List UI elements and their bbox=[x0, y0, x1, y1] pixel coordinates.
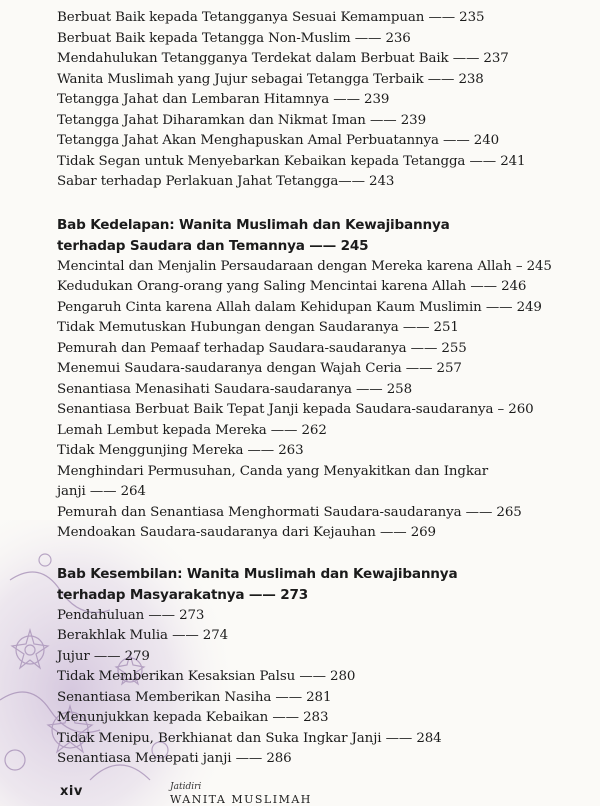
toc-entry: Tidak Segan untuk Menyebarkan Kebaikan kepada Tetangga —— 241 bbox=[57, 153, 526, 169]
section-spacer bbox=[57, 193, 587, 215]
chapter-heading: Bab Kedelapan: Wanita Muslimah dan Kewajibannya bbox=[57, 216, 450, 233]
toc-entry: Pendahuluan —— 273 bbox=[57, 607, 205, 623]
toc-entry: Senantiasa Menepati janji —— 286 bbox=[57, 751, 292, 766]
toc-entry: Pemurah dan Pemaaf terhadap Saudara-saudaranya —— 255 bbox=[57, 340, 467, 356]
table-of-contents bbox=[57, 8, 587, 770]
toc-entry: Tetangga Jahat Akan Menghapuskan Amal Perbuatannya —— 240 bbox=[57, 133, 500, 148]
page-footer bbox=[60, 784, 460, 806]
chapter-heading: Bab Kesembilan: Wanita Muslimah dan Kewajibannya bbox=[57, 565, 458, 582]
toc-entry: Wanita Muslimah yang Jujur sebagai Tetangga Terbaik —— 238 bbox=[57, 71, 484, 87]
toc-entry: Tidak Memberikan Kesaksian Palsu —— 280 bbox=[57, 669, 356, 684]
toc-entry: Senantiasa Memberikan Nasiha —— 281 bbox=[57, 689, 332, 705]
chapter-heading: terhadap Masyarakatnya —— 273 bbox=[57, 586, 308, 603]
toc-entry: Lemah Lembut kepada Mereka —— 262 bbox=[57, 422, 327, 438]
toc-entry: Sabar terhadap Perlakuan Jahat Tetangga—— 243 bbox=[57, 174, 395, 189]
toc-entry: Menemui Saudara-saudaranya dengan Wajah Ceria —— 257 bbox=[57, 361, 462, 376]
toc-entry: Kedudukan Orang-orang yang Saling Mencintai karena Allah —— 246 bbox=[57, 279, 527, 294]
toc-entry: Berakhlak Mulia —— 274 bbox=[57, 628, 229, 643]
book-title-small: Jatidiri bbox=[170, 782, 202, 792]
section-spacer bbox=[57, 544, 587, 564]
toc-entry: Berbuat Baik kepada Tetangganya Sesuai Kemampuan —— 235 bbox=[57, 10, 485, 25]
toc-entry: Mencintal dan Menjalin Persaudaraan dengan Mereka karena Allah – 245 bbox=[57, 258, 552, 274]
toc-entry: Mendahulukan Tetangganya Terdekat dalam Berbuat Baik —— 237 bbox=[57, 51, 509, 66]
toc-entry: Senantiasa Berbuat Baik Tepat Janji kepada Saudara-saudaranya – 260 bbox=[57, 402, 534, 417]
section-bab-kesembilan bbox=[57, 564, 587, 770]
toc-entry: Mendoakan Saudara-saudaranya dari Kejauhan —— 269 bbox=[57, 525, 436, 540]
chapter-heading: terhadap Saudara dan Temannya —— 245 bbox=[57, 237, 369, 254]
toc-entry: Pemurah dan Senantiasa Menghormati Saudara-saudaranya —— 265 bbox=[57, 504, 522, 520]
section-bab-kedelapan bbox=[57, 215, 587, 544]
book-title: WANITA MUSLIMAH bbox=[170, 793, 312, 806]
toc-entry: Tetangga Jahat dan Lembaran Hitamnya —— 239 bbox=[57, 92, 390, 107]
toc-entry: Tidak Menggunjing Mereka —— 263 bbox=[57, 443, 304, 458]
toc-entry: Menghindari Permusuhan, Canda yang Menyakitkan dan Ingkar bbox=[57, 463, 489, 479]
toc-entry: Pengaruh Cinta karena Allah dalam Kehidupan Kaum Muslimin —— 249 bbox=[57, 299, 542, 315]
section-tetangga bbox=[57, 8, 587, 193]
toc-entry: Jujur —— 279 bbox=[57, 648, 150, 664]
toc-entry: Berbuat Baik kepada Tetangga Non-Muslim —— 236 bbox=[57, 30, 411, 46]
page-number: xiv bbox=[60, 784, 83, 799]
toc-entry-continuation: janji —— 264 bbox=[57, 484, 146, 499]
toc-entry: Tetangga Jahat Diharamkan dan Nikmat Iman —— 239 bbox=[57, 112, 426, 128]
toc-entry: Tidak Menipu, Berkhianat dan Suka Ingkar Janji —— 284 bbox=[57, 730, 442, 746]
toc-entry: Menunjukkan kepada Kebaikan —— 283 bbox=[57, 710, 329, 725]
toc-entry: Tidak Memutuskan Hubungan dengan Saudaranya —— 251 bbox=[57, 320, 459, 335]
toc-entry: Senantiasa Menasihati Saudara-saudaranya —— 258 bbox=[57, 381, 413, 397]
